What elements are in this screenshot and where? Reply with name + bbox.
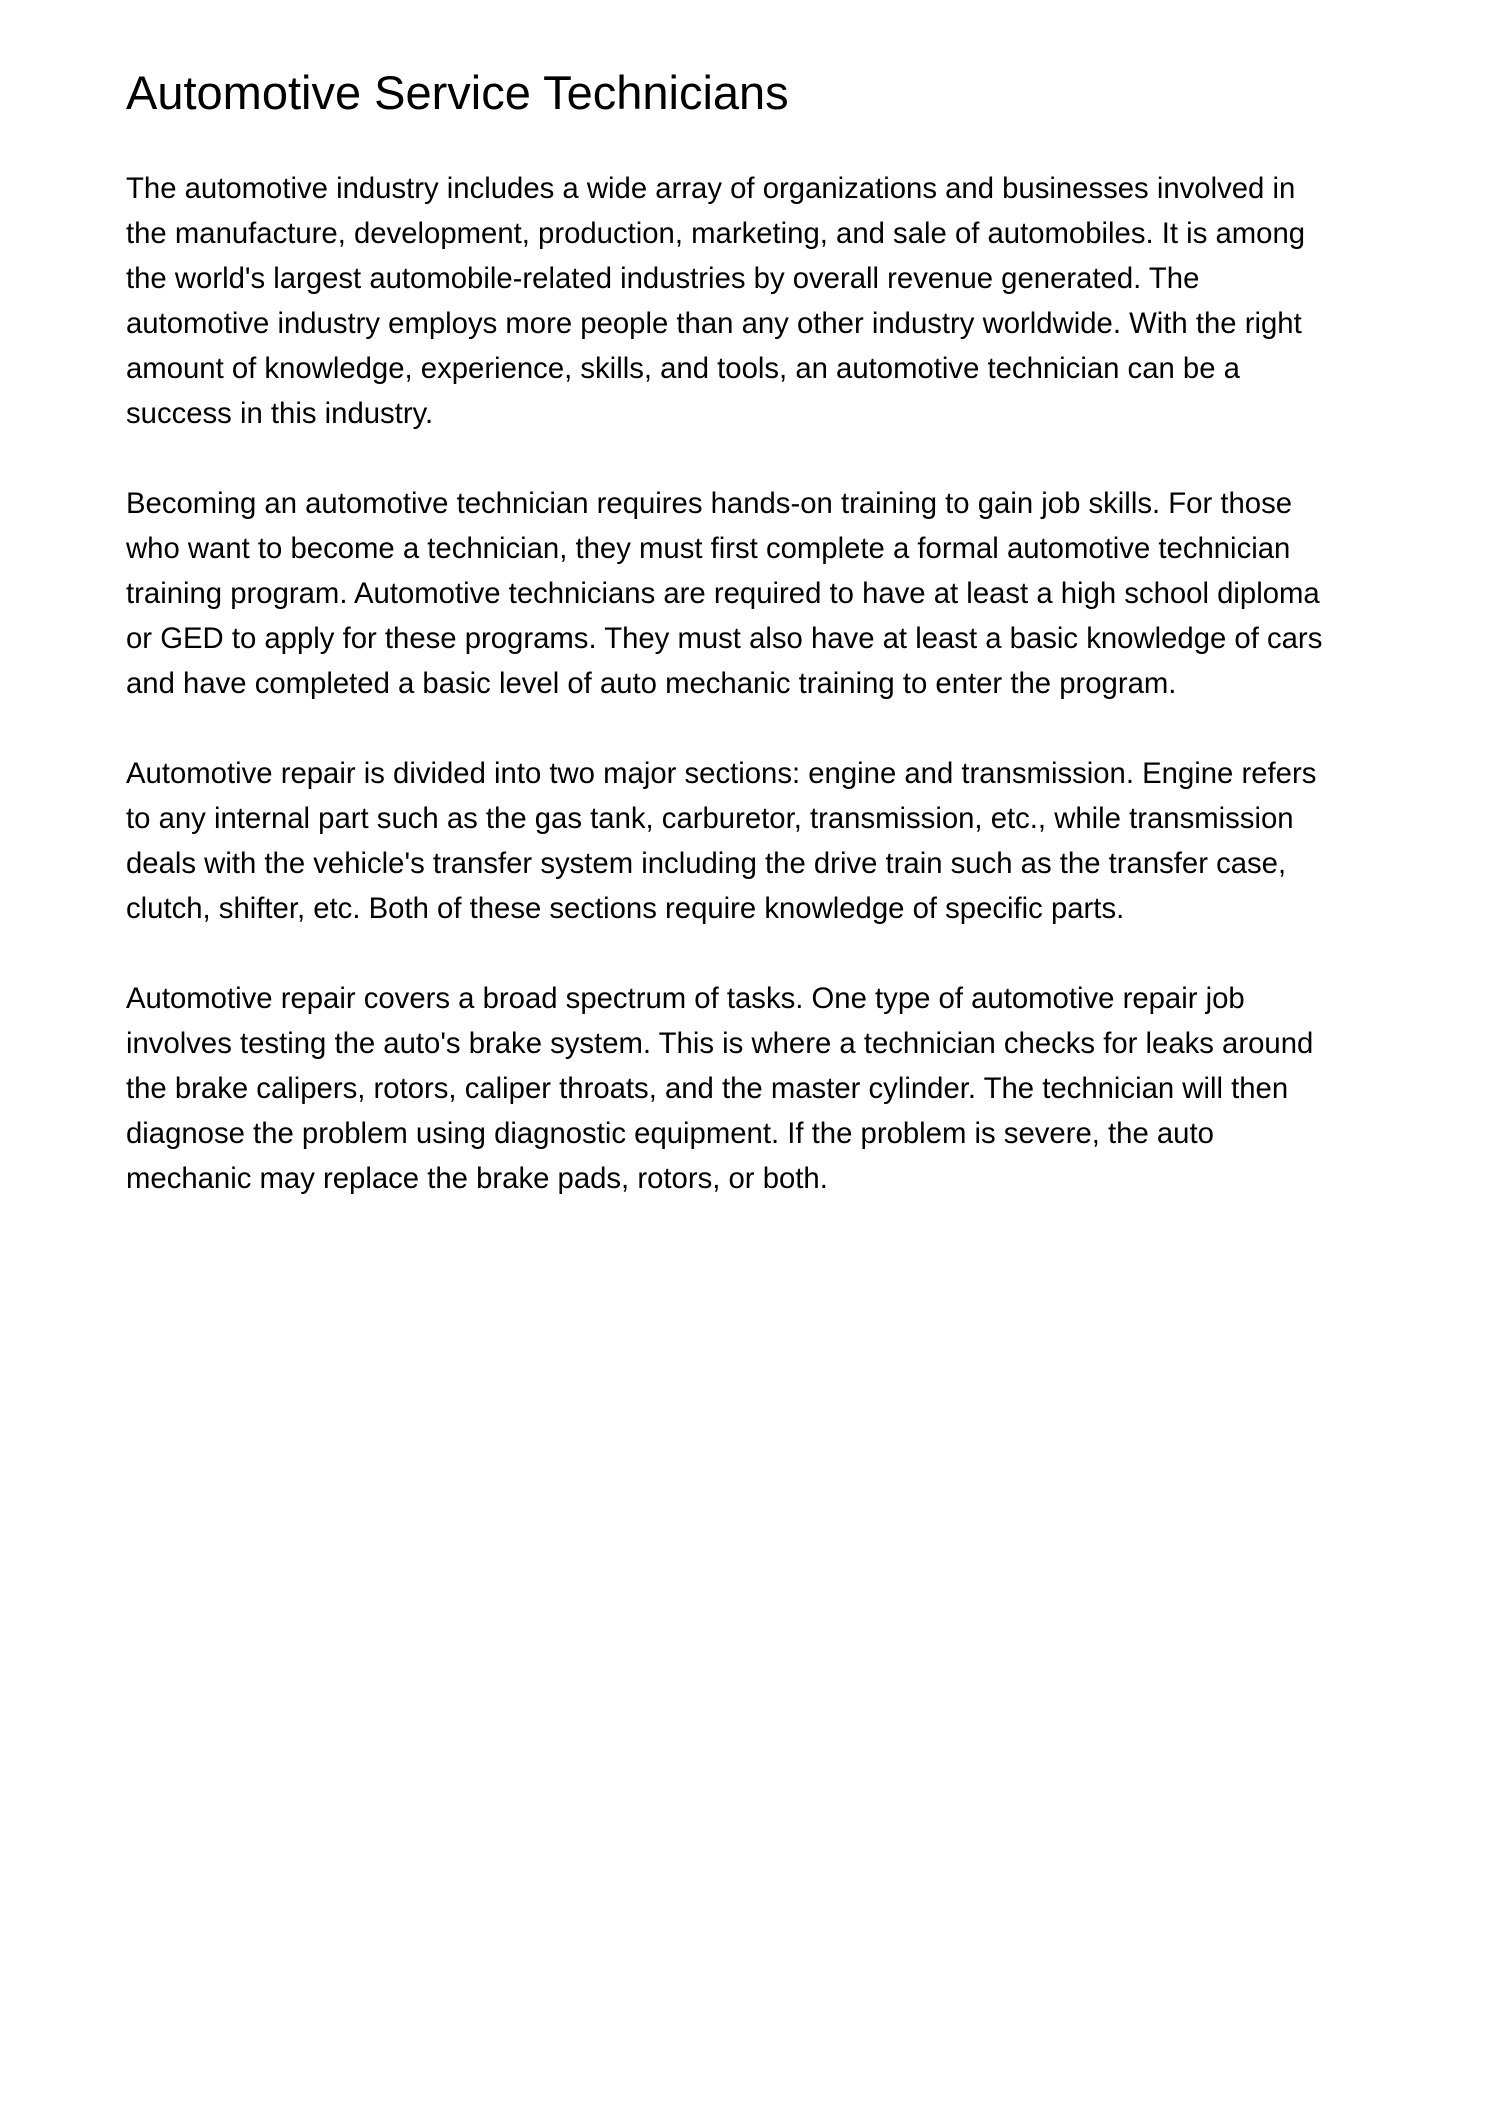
text-line: Automotive repair is divided into two major sections: engine and transmission. Engine refers <box>126 757 1317 790</box>
paragraph-becoming-technician <box>126 481 1426 706</box>
text-line: or GED to apply for these programs. They must also have at least a basic knowledge of cars <box>126 622 1323 655</box>
paragraph-repair-sections <box>126 751 1426 931</box>
text-line: amount of knowledge, experience, skills, and tools, an automotive technician can be a <box>126 352 1240 385</box>
page-title: Automotive Service Technicians <box>126 66 789 119</box>
paragraph-repair-tasks <box>126 976 1426 1201</box>
text-line: clutch, shifter, etc. Both of these sections require knowledge of specific parts. <box>126 892 1125 925</box>
text-line: automotive industry employs more people than any other industry worldwide. With the right <box>126 307 1302 340</box>
text-line: mechanic may replace the brake pads, rotors, or both. <box>126 1162 828 1195</box>
text-line: to any internal part such as the gas tank, carburetor, transmission, etc., while transmission <box>126 802 1294 835</box>
text-line: and have completed a basic level of auto mechanic training to enter the program. <box>126 667 1177 700</box>
text-line: who want to become a technician, they must first complete a formal automotive technician <box>126 532 1291 565</box>
text-line: the world's largest automobile-related industries by overall revenue generated. The <box>126 262 1200 295</box>
text-line: involves testing the auto's brake system. This is where a technician checks for leaks around <box>126 1027 1314 1060</box>
text-line: the brake calipers, rotors, caliper throats, and the master cylinder. The technician will then <box>126 1072 1289 1105</box>
text-line: diagnose the problem using diagnostic equipment. If the problem is severe, the auto <box>126 1117 1214 1150</box>
paragraph-industry-overview <box>126 166 1426 436</box>
text-line: deals with the vehicle's transfer system including the drive train such as the transfer case, <box>126 847 1287 880</box>
document-body <box>126 166 1426 1246</box>
text-line: Becoming an automotive technician requires hands-on training to gain job skills. For those <box>126 487 1293 520</box>
text-line: success in this industry. <box>126 397 434 430</box>
text-line: the manufacture, development, production, marketing, and sale of automobiles. It is among <box>126 217 1306 250</box>
text-line: The automotive industry includes a wide array of organizations and businesses involved in <box>126 172 1296 205</box>
text-line: Automotive repair covers a broad spectrum of tasks. One type of automotive repair job <box>126 982 1245 1015</box>
text-line: training program. Automotive technicians are required to have at least a high school diploma <box>126 577 1320 610</box>
